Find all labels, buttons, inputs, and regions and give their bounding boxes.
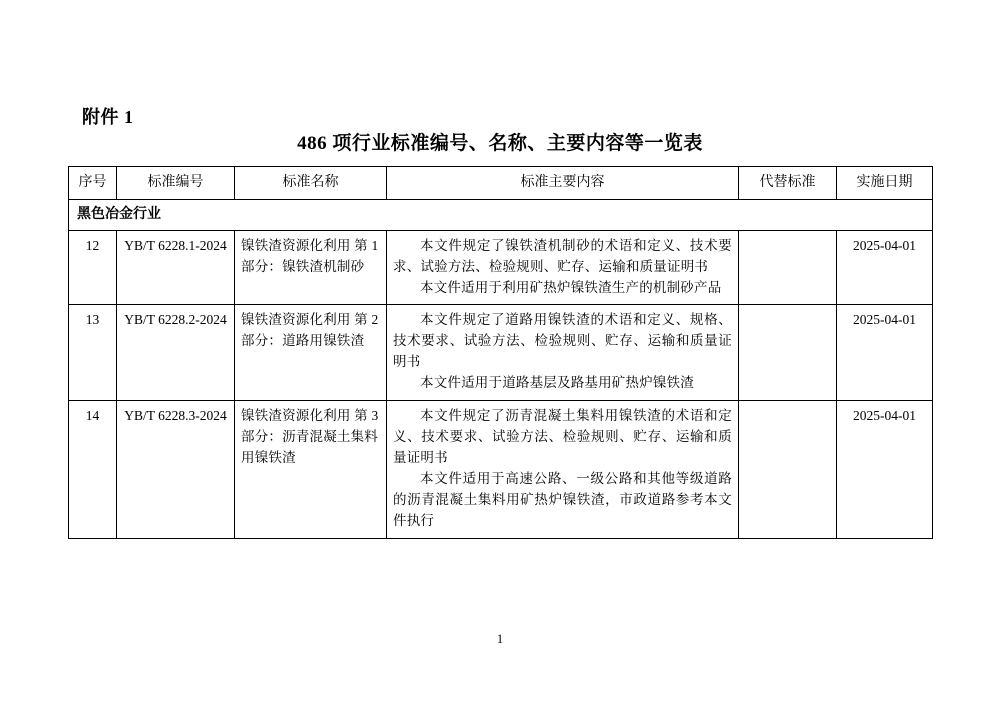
column-header-standard-name: 标准名称 [235,167,387,200]
content-line: 本文件规定了沥青混凝土集料用镍铁渣的术语和定义、技术要求、试验方法、检验规则、贮存、运输和质量证明书 [393,408,732,465]
cell-effective-date: 2025-04-01 [837,401,933,539]
cell-standard-name: 镍铁渣资源化利用 第 1 部分：镍铁渣机制砂 [235,230,387,305]
cell-main-content [387,230,739,305]
table-row [69,230,933,305]
standards-table [68,166,933,539]
cell-seq: 14 [69,401,117,539]
cell-standard-number: YB/T 6228.2-2024 [117,305,235,401]
cell-seq: 12 [69,230,117,305]
column-header-effective-date: 实施日期 [837,167,933,200]
section-title: 黑色冶金行业 [69,200,933,231]
cell-effective-date: 2025-04-01 [837,305,933,401]
table-section-row [69,200,933,231]
column-header-main-content: 标准主要内容 [387,167,739,200]
table-row [69,305,933,401]
attachment-label: 附件 1 [82,107,134,127]
cell-standard-name: 镍铁渣资源化利用 第 3 部分：沥青混凝土集料用镍铁渣 [235,401,387,539]
cell-main-content [387,401,739,539]
page-title: 486 项行业标准编号、名称、主要内容等一览表 [297,133,703,154]
content-line: 本文件适用于高速公路、一级公路和其他等级道路的沥青混凝土集料用矿热炉镍铁渣，市政道路参考本文件执行 [393,470,732,528]
page-number: 1 [496,632,504,646]
content-line: 本文件规定了道路用镍铁渣的术语和定义、规格、技术要求、试验方法、检验规则、贮存、运输和质量证明书 [393,312,732,370]
column-header-standard-number: 标准编号 [117,167,235,200]
column-header-seq: 序号 [69,167,117,200]
cell-main-content [387,305,739,401]
cell-replaced-standard [739,305,837,401]
cell-seq: 13 [69,305,117,401]
cell-replaced-standard [739,230,837,305]
table-row [69,401,933,539]
cell-standard-name: 镍铁渣资源化利用 第 2 部分：道路用镍铁渣 [235,305,387,401]
content-line: 本文件适用于道路基层及路基用矿热炉镍铁渣 [420,375,694,391]
cell-standard-number: YB/T 6228.3-2024 [117,401,235,539]
cell-effective-date: 2025-04-01 [837,230,933,305]
column-header-replaced-standard: 代替标准 [739,167,837,200]
table-header-row [69,167,933,200]
cell-standard-number: YB/T 6228.1-2024 [117,230,235,305]
content-line: 本文件适用于利用矿热炉镍铁渣生产的机制砂产品 [420,279,722,295]
cell-replaced-standard [739,401,837,539]
content-line: 本文件规定了镍铁渣机制砂的术语和定义、技术要求、试验方法、检验规则、贮存、运输和质量证明书 [393,237,732,274]
